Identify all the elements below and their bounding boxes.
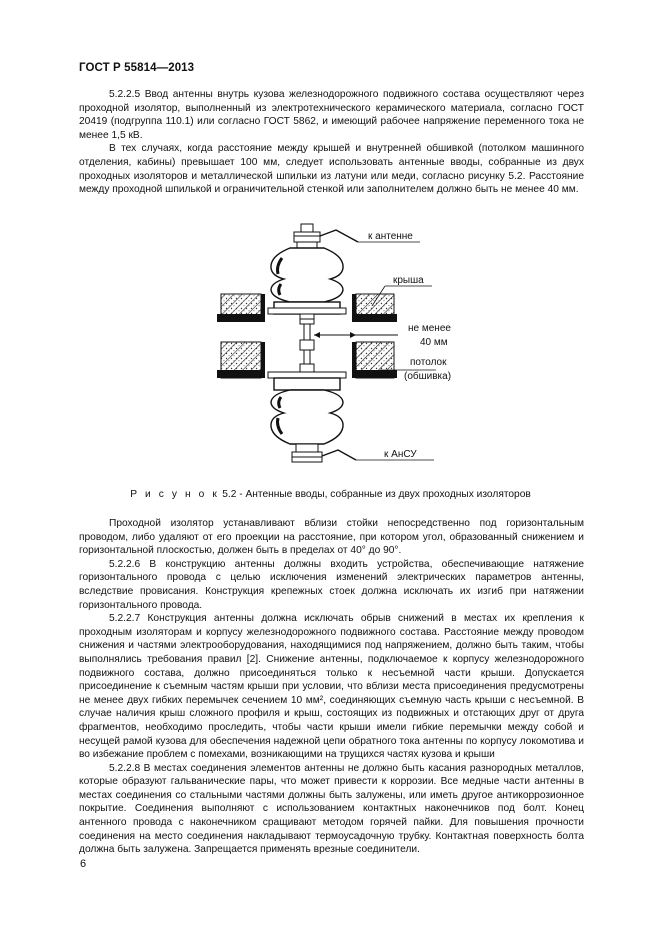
label-min-distance-2: 40 мм [420,337,448,348]
paragraph-5-2-2-5: 5.2.2.5 Ввод антенны внутрь кузова железнодорожного подвижного состава осуществляют через проходной изолятор, выполненный из электротехнического керамического материала, согласно ГОСТ 20419 (подгруппа 110.1) или согласно ГОСТ 5862, и имеющий рабочее напряжение переменного тока не менее 1,5 кВ. [79,89,584,141]
label-to-antenna: к антенне [368,231,413,242]
antenna-inlet-figure [0,222,661,492]
upper-insulator [268,224,346,324]
label-roof: крыша [393,275,424,286]
label-min-distance-1: не менее [408,323,451,334]
ansu-wire [322,450,356,460]
label-ceiling-1: потолок [410,357,447,368]
label-to-ansu: к АнСУ [384,449,417,460]
paragraph-insulator-placement: Проходной изолятор устанавливают вблизи стойки непосредственно под горизонтальным проводом, либо удаляют от его проекции на расстояние, при котором угол, образованный снижением и горизонтальной плоскостью, должен быть в пределах от 40° до 90°. [79,518,584,557]
label-ceiling-2: (обшивка) [404,371,452,382]
paragraph-5-2-2-6: 5.2.2.6 В конструкцию антенны должны входить устройства, обеспечивающие натяжение горизонтального провода с целью исключения изменений электрических параметров антенны, вследствие провисания. Конструкция крепежных стоек должна исключать их изгиб при натяжении горизонтального провода. [79,558,584,611]
brass-stud [300,324,314,364]
body-text [79,517,584,857]
lower-insulator [268,364,346,462]
caption-prefix: Р и с у н о к [130,489,220,500]
paragraph-5-2-2-8: 5.2.2.8 В местах соединения элементов антенны не должно быть касания разнородных металлов, которые образуют гальванические пары, что может привести к коррозии. Все медные части антенны в местах соединения со стальными частями должны быть залужены, или иметь другое антикоррозионное покрытие. Соединения выполняют с использованием контактных наконечников под болт. Конец антенного провода с наконечником сращивают методом горячей пайки. Для повышения прочности соединения на место соединения накладывают термоусадочную трубку. Контактная поверхность болта должна быть залужена. Запрещается применять врезные соединители. [79,762,584,856]
page-number: 6 [80,858,87,870]
antenna-wire [320,230,358,242]
doc-header: ГОСТ Р 55814—2013 [79,62,195,74]
distance-dimension [314,332,398,338]
intro-text [79,88,584,197]
paragraph-5-2-2-7: 5.2.2.7 Конструкция антенны должна исключать обрыв снижений в местах их крепления к проходным изоляторам и корпусу железнодорожного подвижного состава. Расстояние между проводом снижения и частями электрооборудования, находящимися под напряжением, должно быть таким, чтобы выполнялись требования правил [2]. Снижение антенны, подключаемое к корпусу железнодорожного подвижного состава, должно присоединяться только к несъемной части крыши. Допускается присоединение к съемным частям крыши при условии, что вблизи места присоединения предусмотрены не менее двух гибких перемычек сечением 10 мм², соединяющих съемную часть крыши с несъемной. В случае наличия крыш сложного профиля и крыш, состоящих из подвижных и отстающих друг от друга фрагментов, необходимо проследить, чтобы части крыши имели гибкие перемычки между собой и несущей рамой кузова для обеспечения надежной цепи обратного тока антенны по корпусу локомотива и во избежание проблем с помехами, возникающими на трущихся частях кузова и крыши [79,613,584,761]
paragraph-two-insulators: В тех случаях, когда расстояние между крышей и внутренней обшивкой (потолком машинного отделения, кабины) превышает 100 мм, следует использовать антенные вводы, собранные из двух проходных изоляторов и металлической шпильки из латуни или меди, согласно рисунку 5.2. Расстояние между проходной шпилькой и ограничительной стенкой или заполнителем должно быть не менее 40 мм. [79,143,584,196]
figure-caption [0,489,661,500]
caption-text: 5.2 - Антенные вводы, собранные из двух проходных изоляторов [219,489,531,500]
